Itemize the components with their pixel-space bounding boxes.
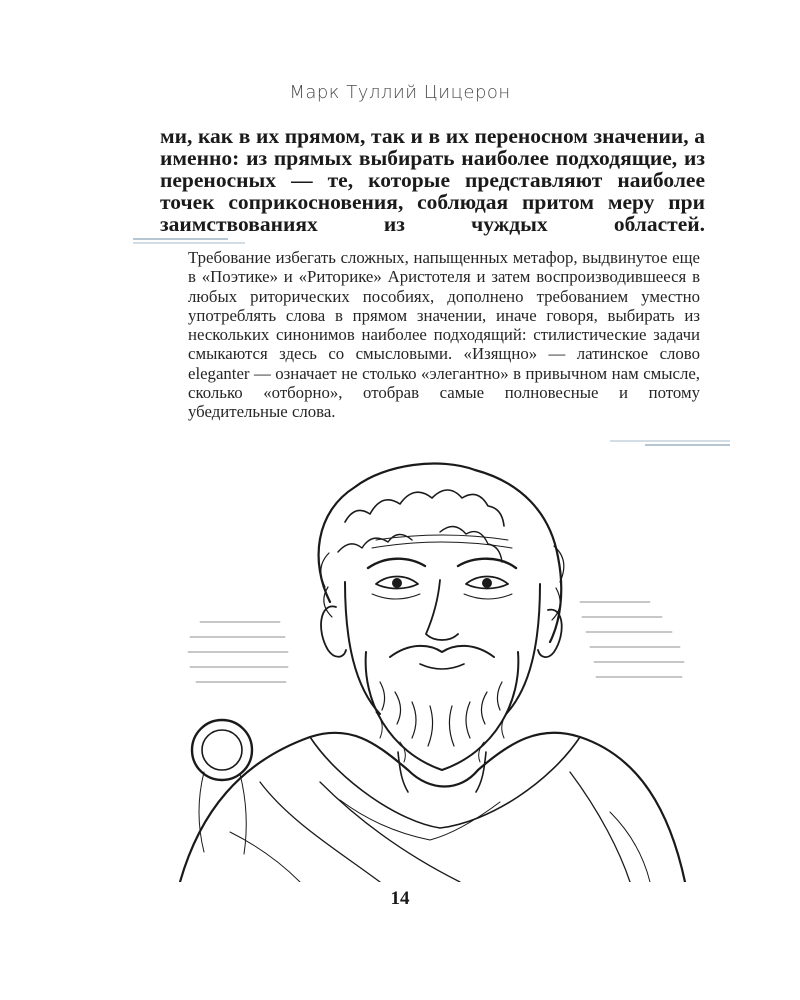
running-head: Марк Туллий Цицерон — [289, 82, 511, 103]
main-text-block — [160, 125, 705, 235]
portrait-engraving-icon — [140, 452, 700, 882]
brow-left — [368, 559, 425, 568]
toga-outline — [180, 733, 685, 882]
clasp-outer — [192, 720, 252, 780]
mustache — [390, 646, 494, 657]
hair-curls — [345, 490, 504, 526]
divider-top — [133, 238, 228, 240]
commentary-paragraph: Требование избегать сложных, напыщенных метафор, выдвинутое еще в «Поэтике» и «Риторике» Аристотеля и затем воспроизводившееся в любых риторических пособиях, дополнено требованием уместно употреблять слова в прямом значении, иначе говоря, выбирать из нескольких синонимов наиболее подходящий: стилистические задачи смыкаются здесь со смысловыми. «Изящно» — латинское слово eleganter — означает не столько «элегантно» в привычном нам смысле, сколько «отборно», отобрав самые полновесные и потому убедительные слова. — [188, 248, 700, 422]
face-outline — [345, 582, 540, 714]
divider-bottom-secondary — [645, 444, 730, 446]
nose — [426, 580, 458, 640]
ear-left — [321, 606, 346, 656]
clasp-inner — [202, 730, 242, 770]
hair-outline — [319, 464, 562, 642]
main-paragraph: ми, как в их прямом, так и в их переносном значении, а именно: из прямых выбирать наиболее подходящие, из переносных — те, которые представляют наиболее точек соприкосновения, соблюдая притом меру при заимствованиях из чуждых областей. — [160, 124, 705, 236]
commentary-block — [188, 248, 700, 422]
divider-bottom — [610, 440, 730, 442]
page-number: 14 — [390, 888, 410, 909]
brow-right — [458, 559, 516, 568]
divider-top-secondary — [133, 242, 245, 244]
